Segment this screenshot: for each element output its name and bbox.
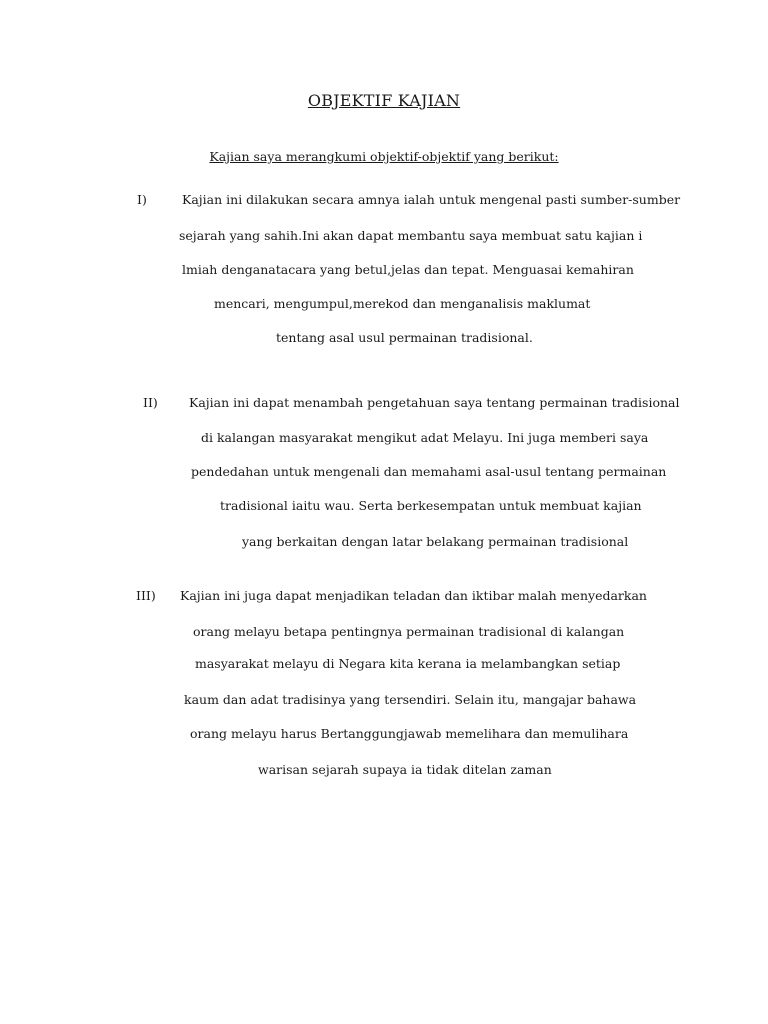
section-1-line-4: mencari, mengumpul,merekod dan menganalisis maklumat — [214, 296, 591, 311]
section-2-line-3: pendedahan untuk mengenali dan memahami asal-usul tentang permainan — [191, 464, 667, 479]
section-2-line-4: tradisional iaitu wau. Serta berkesempatan untuk membuat kajian — [220, 498, 642, 513]
page-subtitle: Kajian saya merangkumi objektif-objektif yang berikut: — [209, 149, 559, 164]
section-1-line-3: lmiah denganatacara yang betul,jelas dan tepat. Menguasai kemahiran — [182, 262, 634, 277]
section-2-line-2: di kalangan masyarakat mengikut adat Melayu. Ini juga memberi saya — [201, 430, 649, 445]
section-3-number: III) — [136, 588, 156, 603]
section-2-number: II) — [143, 395, 158, 410]
section-3-line-2: orang melayu betapa pentingnya permainan tradisional di kalangan — [193, 624, 625, 639]
section-2-line-5: yang berkaitan dengan latar belakang permainan tradisional — [242, 534, 629, 549]
section-3-line-3: masyarakat melayu di Negara kita kerana ia melambangkan setiap — [195, 656, 621, 671]
section-3-line-5: orang melayu harus Bertanggungjawab memelihara dan memulihara — [190, 726, 629, 741]
section-1-number: I) — [137, 192, 147, 207]
section-2-line-1: Kajian ini dapat menambah pengetahuan saya tentang permainan tradisional — [189, 395, 680, 410]
section-1-line-1: Kajian ini dilakukan secara amnya ialah untuk mengenal pasti sumber-sumber — [182, 192, 681, 207]
page-title: OBJEKTIF KAJIAN — [307, 91, 461, 110]
section-1-line-2: sejarah yang sahih.Ini akan dapat membantu saya membuat satu kajian i — [179, 228, 643, 243]
section-3-line-1: Kajian ini juga dapat menjadikan teladan dan iktibar malah menyedarkan — [180, 588, 647, 603]
section-1-line-5: tentang asal usul permainan tradisional. — [276, 330, 533, 345]
section-3-line-4: kaum dan adat tradisinya yang tersendiri. Selain itu, mangajar bahawa — [184, 692, 637, 707]
section-3-line-6: warisan sejarah supaya ia tidak ditelan zaman — [258, 762, 552, 777]
